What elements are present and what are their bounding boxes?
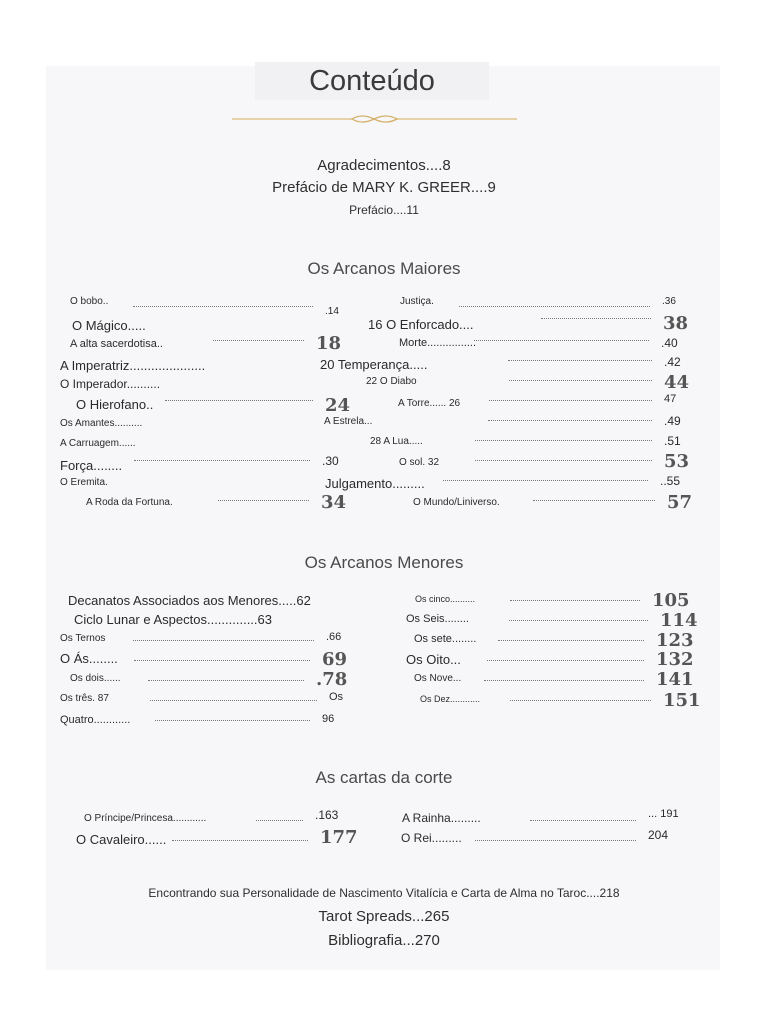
- arcanos-maiores-right-page: 57: [667, 492, 693, 513]
- cartas-corte-right-page: 204: [648, 828, 669, 842]
- arcanos-menores-left-label: Os dois......: [70, 673, 121, 684]
- toc-agradecimentos: Agradecimentos....8: [317, 157, 451, 174]
- arcanos-maiores-right-label: Julgamento.........: [325, 476, 425, 491]
- page-title: Conteúdo: [309, 65, 435, 97]
- arcanos-menores-right-label: Os Oito...: [406, 652, 461, 667]
- arcanos-maiores-right-page: 44: [664, 372, 690, 393]
- arcanos-menores-left-label: Quatro............: [60, 714, 131, 726]
- toc-bibliografia: Bibliografia...270: [328, 932, 440, 949]
- arcanos-maiores-left-page: .14: [325, 306, 339, 317]
- arcanos-maiores-right-page: .51: [664, 434, 681, 448]
- arcanos-menores-right-label: Os sete........: [414, 633, 477, 645]
- arcanos-menores-right-page: 141: [656, 669, 694, 690]
- arcanos-maiores-right-label: 22 O Diabo: [366, 376, 417, 387]
- arcanos-maiores-right-leader: [533, 500, 655, 501]
- arcanos-menores-right-label: Os cinco..........: [415, 594, 476, 604]
- arcanos-maiores-left-label: O Hierofano..: [76, 397, 154, 412]
- arcanos-menores-right-page: 132: [656, 649, 694, 670]
- arcanos-maiores-right-label: Morte................: [399, 337, 477, 349]
- arcanos-maiores-left-page: .30: [322, 454, 339, 468]
- cartas-corte-left-page: 177: [320, 827, 358, 848]
- arcanos-maiores-right-leader: [474, 340, 649, 341]
- arcanos-maiores-right-leader: [508, 360, 652, 361]
- arcanos-menores-right-page: 123: [656, 630, 694, 651]
- cartas-corte-left-label: O Príncipe/Princesa............: [84, 813, 207, 824]
- heading-arcanos-maiores: Os Arcanos Maiores: [307, 259, 461, 278]
- arcanos-maiores-right-label: 16 O Enforcado....: [368, 317, 474, 332]
- arcanos-menores-left-label: Os três. 87: [60, 693, 109, 704]
- arcanos-menores-right-page: 114: [660, 610, 698, 631]
- cartas-corte-right-label: O Rei.........: [401, 831, 462, 845]
- arcanos-maiores-right-page: 38: [663, 313, 689, 334]
- arcanos-maiores-right-leader: [459, 306, 650, 307]
- cartas-corte-right-label: A Rainha.........: [402, 811, 481, 825]
- arcanos-menores-right-label: Os Dez............: [420, 694, 481, 704]
- toc-prefacio-greer: Prefácio de MARY K. GREER....9: [272, 179, 496, 196]
- arcanos-maiores-right-label: O sol. 32: [399, 457, 440, 468]
- cartas-corte-left-page: .163: [315, 808, 339, 822]
- cartas-corte-right-page: ... 191: [648, 808, 679, 820]
- arcanos-maiores-right-page: .42: [664, 355, 681, 369]
- arcanos-maiores-right-page: .49: [664, 414, 681, 428]
- heading-arcanos-menores: Os Arcanos Menores: [304, 553, 464, 572]
- arcanos-menores-right-page: 105: [652, 590, 690, 611]
- arcanos-menores-left-leader: [150, 700, 317, 701]
- arcanos-maiores-right-page: 47: [664, 393, 677, 405]
- toc-tarot-spreads: Tarot Spreads...265: [318, 908, 450, 925]
- arcanos-maiores-left-leader: [134, 460, 310, 461]
- arcanos-maiores-right-leader: [475, 460, 652, 461]
- arcanos-menores-right-page: 151: [663, 690, 701, 711]
- arcanos-maiores-left-label: Os Amantes..........: [60, 418, 143, 429]
- arcanos-menores-left-page: Os: [329, 691, 344, 703]
- arcanos-maiores-left-label: O Imperador..........: [60, 377, 161, 391]
- arcanos-menores-left-leader: [148, 680, 304, 681]
- arcanos-menores-left-page: 69: [322, 649, 348, 670]
- arcanos-maiores-left-page: 24: [325, 395, 351, 416]
- arcanos-menores-right-leader: [498, 640, 644, 641]
- arcanos-maiores-right-page: 53: [664, 451, 690, 472]
- arcanos-maiores-right-page: ..55: [660, 474, 681, 488]
- toc-personalidade: Encontrando sua Personalidade de Nascimento Vitalícia e Carta de Alma no Taroc....218: [148, 886, 620, 900]
- arcanos-maiores-left-label: A Carruagem......: [60, 438, 136, 449]
- arcanos-menores-left-leader: [134, 660, 310, 661]
- arcanos-menores-left-label: Os Ternos: [60, 633, 106, 644]
- arcanos-menores-right-label: Os Seis........: [406, 613, 469, 625]
- arcanos-maiores-right-label: A Torre...... 26: [398, 398, 461, 409]
- arcanos-maiores-left-leader: [213, 340, 304, 341]
- cartas-corte-left-leader: [172, 840, 308, 841]
- arcanos-menores-right-leader: [510, 600, 640, 601]
- arcanos-maiores-right-leader: [541, 318, 651, 319]
- arcanos-maiores-right-label: 20 Temperança.....: [320, 357, 428, 372]
- arcanos-maiores-left-page: 34: [321, 492, 347, 513]
- arcanos-maiores-left-label: A Imperatriz.....................: [60, 358, 206, 373]
- arcanos-maiores-right-leader: [443, 480, 648, 481]
- arcanos-menores-left-label: Ciclo Lunar e Aspectos..............63: [74, 612, 272, 627]
- arcanos-menores-left-leader: [155, 720, 310, 721]
- arcanos-maiores-left-leader: [165, 400, 313, 401]
- arcanos-maiores-left-label: O Eremita.: [60, 477, 108, 488]
- arcanos-maiores-right-label: Justiça.: [400, 296, 434, 307]
- arcanos-menores-left-page: .66: [326, 631, 342, 643]
- arcanos-menores-right-leader: [509, 620, 648, 621]
- arcanos-maiores-right-leader: [488, 420, 652, 421]
- arcanos-menores-right-leader: [510, 700, 651, 701]
- arcanos-maiores-left-label: O Mágico.....: [72, 318, 146, 333]
- arcanos-maiores-right-page: .36: [662, 296, 676, 307]
- arcanos-maiores-right-page: .40: [661, 336, 678, 350]
- arcanos-maiores-right-leader: [509, 380, 652, 381]
- cartas-corte-right-leader: [475, 840, 636, 841]
- arcanos-menores-right-leader: [484, 680, 644, 681]
- cartas-corte-left-leader: [256, 820, 303, 821]
- toc-prefacio: Prefácio....11: [349, 203, 419, 217]
- arcanos-menores-right-label: Os Nove...: [414, 673, 462, 684]
- arcanos-maiores-left-label: A Roda da Fortuna.: [86, 497, 173, 508]
- arcanos-menores-left-label: O Ás........: [60, 651, 118, 666]
- arcanos-maiores-left-label: Força........: [60, 458, 123, 473]
- arcanos-menores-left-page: 96: [322, 713, 335, 725]
- arcanos-maiores-left-page: 18: [316, 333, 342, 354]
- heading-cartas-corte: As cartas da corte: [315, 768, 453, 787]
- arcanos-maiores-left-leader: [218, 500, 309, 501]
- arcanos-maiores-right-label: O Mundo/Liniverso.: [413, 497, 500, 508]
- arcanos-maiores-right-label: A Estrela...: [324, 416, 373, 427]
- arcanos-maiores-right-leader: [475, 440, 652, 441]
- arcanos-maiores-left-leader: [133, 306, 313, 307]
- cartas-corte-right-leader: [530, 820, 636, 821]
- arcanos-maiores-left-label: A alta sacerdotisa..: [70, 338, 163, 350]
- arcanos-menores-left-leader: [133, 640, 314, 641]
- arcanos-maiores-right-label: 28 A Lua.....: [370, 436, 423, 447]
- arcanos-menores-right-leader: [487, 660, 644, 661]
- cartas-corte-left-label: O Cavaleiro......: [76, 832, 167, 847]
- arcanos-maiores-right-leader: [489, 400, 652, 401]
- arcanos-maiores-left-label: O bobo..: [70, 296, 109, 307]
- arcanos-menores-left-label: Decanatos Associados aos Menores.....62: [68, 593, 311, 608]
- ornament-divider: [232, 113, 517, 125]
- arcanos-menores-left-page: .78: [316, 669, 348, 690]
